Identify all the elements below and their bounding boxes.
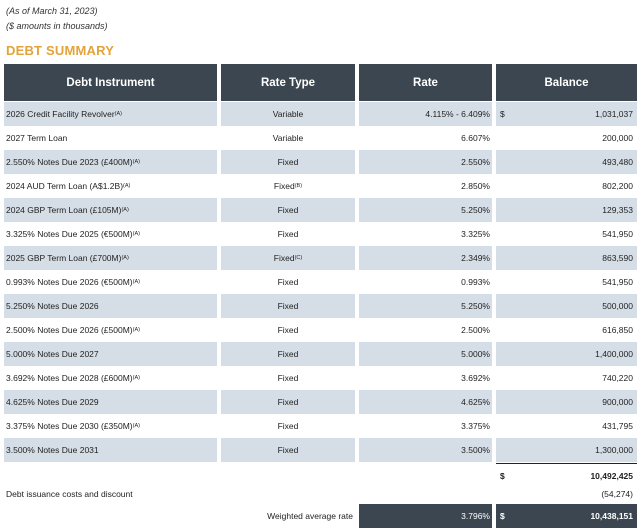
instrument-name: 4.625% Notes Due 2029 <box>6 397 99 407</box>
instrument-name: 3.375% Notes Due 2030 (£350M) <box>6 421 133 431</box>
weighted-average-rate: 3.796% <box>359 504 492 528</box>
rate-value: 3.325% <box>461 229 490 239</box>
instrument-cell <box>4 390 217 414</box>
header-rate-type: Rate Type <box>221 64 355 101</box>
rate-value: 4.115% - 6.409% <box>425 109 490 119</box>
rate-cell <box>359 198 492 222</box>
total-balance-cell <box>496 504 637 528</box>
rate-type: Fixed <box>277 373 299 383</box>
rate-value: 3.375% <box>461 421 490 431</box>
balance-value: 863,590 <box>602 253 633 263</box>
balance-cell <box>496 126 637 150</box>
total-currency: $ <box>500 511 505 521</box>
rate-value: 0.993% <box>461 277 490 287</box>
rate-value: 3.500% <box>461 445 490 455</box>
instrument-name: 2027 Term Loan <box>6 133 68 143</box>
rate-type-cell <box>221 198 355 222</box>
rate-type-cell <box>221 270 355 294</box>
table-row <box>0 414 640 438</box>
instrument-cell: 2024 AUD Term Loan (A$1.2B) (A) <box>6 181 131 191</box>
rate-value: 4.625% <box>461 397 490 407</box>
table-row <box>0 342 640 366</box>
rate-type-cell <box>221 126 355 150</box>
rate-type: Fixed <box>273 253 295 263</box>
balance-cell <box>496 198 637 222</box>
rate-value: 5.000% <box>461 349 490 359</box>
rate-type-cell <box>221 438 355 462</box>
rate-cell <box>359 414 492 438</box>
instrument-name: 3.325% Notes Due 2025 (€500M) <box>6 229 133 239</box>
rate-type-cell: Fixed (C) <box>221 246 355 270</box>
balance-cell <box>496 318 637 342</box>
header-rate: Rate <box>359 64 492 101</box>
balance-cell <box>496 390 637 414</box>
balance-value: 541,950 <box>602 277 633 287</box>
instrument-cell: 2026 Credit Facility Revolver (A) <box>4 102 217 126</box>
rate-type-cell <box>221 222 355 246</box>
instrument-name: 2024 AUD Term Loan (A$1.2B) <box>6 181 124 191</box>
rate-cell <box>359 270 492 294</box>
rate-cell <box>359 366 492 390</box>
balance-cell <box>496 438 637 462</box>
instrument-name: 5.000% Notes Due 2027 <box>6 349 99 359</box>
instrument-cell: 3.325% Notes Due 2025 (€500M) (A) <box>6 229 140 239</box>
rate-type: Fixed <box>273 181 295 191</box>
rate-value: 3.692% <box>461 373 490 383</box>
subtotal-cell <box>496 463 637 487</box>
rate-type-cell <box>221 318 355 342</box>
instrument-cell: 3.692% Notes Due 2028 (£600M) (A) <box>6 373 140 383</box>
balance-cell <box>496 414 637 438</box>
table-row <box>0 174 640 198</box>
rate-type-cell <box>221 414 355 438</box>
instrument-name: 2024 GBP Term Loan (£105M) <box>6 205 122 215</box>
rate-type: Fixed <box>277 445 299 455</box>
balance-value: 616,850 <box>602 325 633 335</box>
rate-type: Fixed <box>277 229 299 239</box>
rate-cell <box>359 342 492 366</box>
balance-value: 129,353 <box>602 205 633 215</box>
table-row <box>0 198 640 222</box>
instrument-cell <box>4 438 217 462</box>
instrument-cell: 2024 GBP Term Loan (£105M) (A) <box>4 198 217 222</box>
balance-currency: $ <box>500 109 505 119</box>
rate-cell <box>359 102 492 126</box>
rate-cell <box>359 390 492 414</box>
balance-value: 1,031,037 <box>595 109 633 119</box>
rate-type: Fixed <box>277 349 299 359</box>
balance-value: 493,480 <box>602 157 633 167</box>
instrument-cell <box>4 294 217 318</box>
rate-value: 5.250% <box>461 301 490 311</box>
instrument-cell: 3.375% Notes Due 2030 (£350M) (A) <box>6 421 140 431</box>
instrument-cell: 2025 GBP Term Loan (£700M) (A) <box>4 246 217 270</box>
rate-type-cell: Fixed (B) <box>273 181 303 191</box>
balance-cell <box>496 222 637 246</box>
instrument-cell: 2.550% Notes Due 2023 (£400M) (A) <box>4 150 217 174</box>
rate-type: Fixed <box>277 301 299 311</box>
balance-cell <box>496 294 637 318</box>
instrument-name: 2.550% Notes Due 2023 (£400M) <box>6 157 133 167</box>
balance-cell <box>496 342 637 366</box>
table-row <box>0 222 640 246</box>
table-row <box>0 102 640 126</box>
balance-cell <box>496 270 637 294</box>
table-row <box>0 150 640 174</box>
rate-type: Fixed <box>277 157 299 167</box>
table-row <box>0 126 640 150</box>
section-title: DEBT SUMMARY <box>6 43 115 58</box>
balance-value: 1,400,000 <box>595 349 633 359</box>
rate-type-cell <box>221 366 355 390</box>
balance-value: 900,000 <box>602 397 633 407</box>
rate-type: Fixed <box>277 205 299 215</box>
rate-value: 5.250% <box>461 205 490 215</box>
rate-value: 2.500% <box>461 325 490 335</box>
table-row <box>0 294 640 318</box>
rate-type: Fixed <box>277 421 299 431</box>
debt-table-body <box>0 102 640 462</box>
instrument-cell: 0.993% Notes Due 2026 (€500M) (A) <box>6 277 140 287</box>
balance-cell <box>496 102 637 126</box>
balance-value: 740,220 <box>602 373 633 383</box>
rate-type-cell <box>221 102 355 126</box>
header-debt-instrument: Debt Instrument <box>4 64 217 101</box>
instrument-name: 3.500% Notes Due 2031 <box>6 445 99 455</box>
instrument-name: 2025 GBP Term Loan (£700M) <box>6 253 122 263</box>
instrument-cell <box>4 342 217 366</box>
instrument-name: 3.692% Notes Due 2028 (£600M) <box>6 373 133 383</box>
rate-type: Fixed <box>277 277 299 287</box>
rate-type-cell <box>221 390 355 414</box>
balance-value: 541,950 <box>602 229 633 239</box>
rate-cell <box>359 150 492 174</box>
subtotal-currency: $ <box>500 470 505 481</box>
balance-value: 1,300,000 <box>595 445 633 455</box>
rate-cell <box>359 246 492 270</box>
issuance-label: Debt issuance costs and discount <box>6 489 133 499</box>
balance-value: 200,000 <box>602 133 633 143</box>
balance-cell <box>496 246 637 270</box>
as-of-date: (As of March 31, 2023) <box>6 6 98 16</box>
table-row <box>0 246 640 270</box>
instrument-name: 5.250% Notes Due 2026 <box>6 301 99 311</box>
issuance-value: (54,274) <box>601 489 633 499</box>
total-balance-value: 10,438,151 <box>590 511 633 521</box>
rate-cell <box>359 294 492 318</box>
table-row <box>0 318 640 342</box>
rate-cell <box>359 318 492 342</box>
rate-type-cell <box>221 342 355 366</box>
rate-type: Fixed <box>277 325 299 335</box>
rate-value: 2.550% <box>461 157 490 167</box>
balance-value: 802,200 <box>602 181 633 191</box>
instrument-cell: 2.500% Notes Due 2026 (£500M) (A) <box>6 325 140 335</box>
rate-cell <box>359 174 492 198</box>
rate-cell <box>359 438 492 462</box>
table-row <box>0 390 640 414</box>
rate-value: 2.850% <box>461 181 490 191</box>
weighted-average-label: Weighted average rate <box>267 511 353 521</box>
header-balance: Balance <box>496 64 637 101</box>
balance-cell <box>496 174 637 198</box>
rate-type: Fixed <box>277 397 299 407</box>
rate-type-cell <box>221 294 355 318</box>
rate-value: 6.607% <box>461 133 490 143</box>
instrument-name: 0.993% Notes Due 2026 (€500M) <box>6 277 133 287</box>
table-row <box>0 270 640 294</box>
table-row <box>0 438 640 462</box>
instrument-cell <box>4 126 217 150</box>
balance-cell <box>496 366 637 390</box>
subtotal-value: 10,492,425 <box>590 470 633 481</box>
balance-value: 500,000 <box>602 301 633 311</box>
units-note: ($ amounts in thousands) <box>6 21 108 31</box>
table-row <box>0 366 640 390</box>
rate-cell <box>359 222 492 246</box>
rate-value: 2.349% <box>461 253 490 263</box>
balance-cell <box>496 150 637 174</box>
instrument-name: 2026 Credit Facility Revolver <box>6 109 115 119</box>
rate-cell <box>359 126 492 150</box>
rate-type: Variable <box>272 133 304 143</box>
rate-type-cell <box>221 150 355 174</box>
balance-value: 431,795 <box>602 421 633 431</box>
rate-type: Variable <box>272 109 304 119</box>
instrument-name: 2.500% Notes Due 2026 (£500M) <box>6 325 133 335</box>
